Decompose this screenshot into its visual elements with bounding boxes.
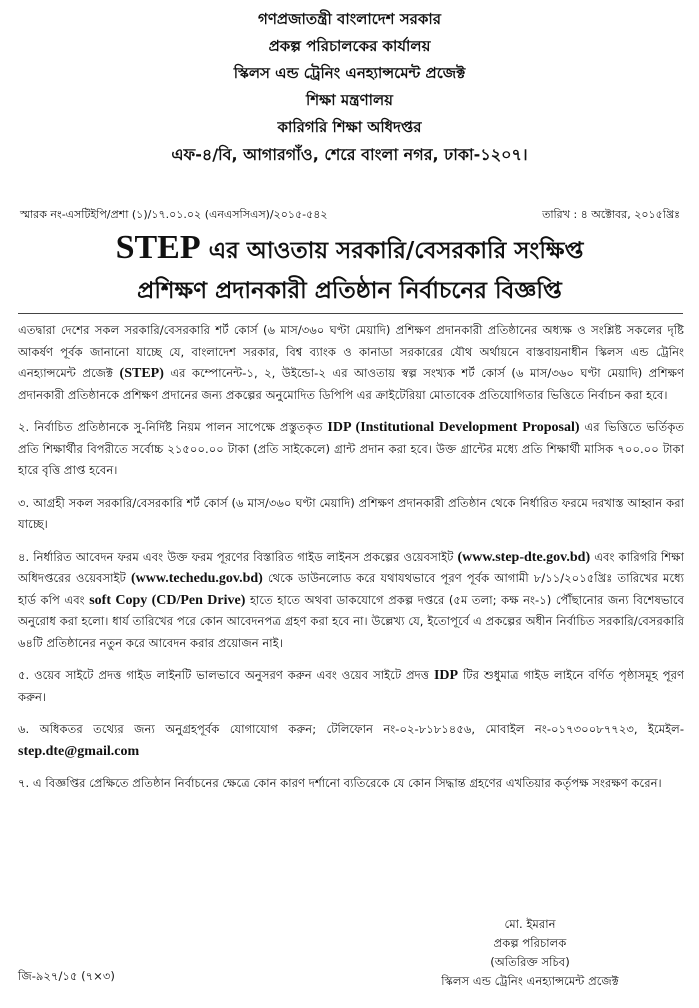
paragraph-5-idp: IDP bbox=[433, 668, 459, 683]
paragraph-5-text-b: টির শুধুমাত্র গাইড লাইনে বর্ণিত পৃষ্ঠাসমূহ পূরণ করুন। bbox=[18, 668, 684, 704]
document-number: জি-৯২৭/১৫ (৭×৩) bbox=[18, 969, 115, 983]
title-line-1 bbox=[0, 228, 699, 271]
title-line-1-rest: এর আওতায় সরকারি/বেসরকারি সংক্ষিপ্ত bbox=[200, 238, 584, 264]
letterhead bbox=[0, 6, 699, 168]
signatory-rank: (অতিরিক্ত সচিব) bbox=[490, 955, 570, 969]
paragraph-6 bbox=[18, 719, 684, 762]
signatory-name: মো. ইমরান bbox=[504, 917, 556, 931]
title-divider bbox=[18, 313, 683, 314]
paragraph-6-text: ৬. অধিকতর তথ্যের জন্য অনুগ্রহপূর্বক যোগাযোগ করুন; টেলিফোন নং-০২-৮১৮১৪৫৬, মোবাইল নং-০১৭৩০০৮৭৭২৩, ইমেইল- bbox=[18, 722, 684, 736]
paragraph-2-idp: IDP (Institutional Development Proposal) bbox=[327, 420, 580, 435]
signatory-designation: প্রকল্প পরিচালক bbox=[493, 936, 567, 950]
project-website-link[interactable]: (www.step-dte.gov.bd) bbox=[457, 549, 591, 565]
notice-title bbox=[0, 228, 699, 311]
signature-block bbox=[380, 915, 680, 991]
paragraph-1-text-b: এর কম্পোনেন্ট-১, ২, উইন্ডো-২ এর আওতায় স্বল্প সংখ্যক শর্ট কোর্স (৬ মাস/৩৬০ ঘণ্টা মেয়াদি) প্রশিক্ষণ প্রদানকারী প্রতিষ্ঠানকে প্রশিক্ষণ প্রদানের জন্য প্রকল্পের অনুমোদিত ডিপিপি এর ক্রাইটেরিয়া মোতাবেক প্রতিযোগিতার ভিত্তিতে নির্বাচন করা হবে। bbox=[18, 366, 684, 402]
paragraph-4-text-c: থেকে ডাউনলোড করে যথাযথভাবে পূরণ পূর্বক আগামী ৮/১১/২০১৫খ্রিঃ তারিখের মধ্যে হার্ড কপি এবং bbox=[18, 571, 684, 607]
memo-reference: স্মারক নং-এসটিইপি/প্রশা (১)/১৭.০১.০২ (এনএসসিএস)/২০১৫-৫৪২ bbox=[20, 208, 328, 221]
paragraph-2 bbox=[18, 417, 684, 482]
title-step: STEP bbox=[115, 229, 201, 266]
govt-name: গণপ্রজাতন্ত্রী বাংলাদেশ সরকার bbox=[258, 10, 441, 28]
paragraph-5 bbox=[18, 665, 684, 708]
paragraph-4 bbox=[18, 547, 684, 655]
title-line-2: প্রশিক্ষণ প্রদানকারী প্রতিষ্ঠান নির্বাচনের বিজ্ঞপ্তি bbox=[137, 278, 562, 304]
paragraph-2-text-a: ২. নির্বাচিত প্রতিষ্ঠানকে সু-নির্দিষ্ট নিয়ম পালন সাপেক্ষে প্রস্তুতকৃত bbox=[18, 420, 328, 434]
paragraph-1-step: (STEP) bbox=[119, 366, 164, 381]
directorate-name: কারিগরি শিক্ষা অধিদপ্তর bbox=[277, 118, 422, 136]
office-address: এফ-৪/বি, আগারগাঁও, শেরে বাংলা নগর, ঢাকা-১২০৭। bbox=[171, 145, 528, 164]
techedu-website-link[interactable]: (www.techedu.gov.bd) bbox=[130, 571, 263, 586]
paragraph-1 bbox=[18, 320, 684, 406]
ministry-name: শিক্ষা মন্ত্রণালয় bbox=[305, 91, 394, 109]
signatory-organization: স্কিলস এন্ড ট্রেনিং এনহ্যান্সমেন্ট প্রজেক্ট bbox=[441, 974, 619, 988]
contact-email-link[interactable]: step.dte@gmail.com bbox=[18, 743, 140, 759]
office-name: প্রকল্প পরিচালকের কার্যালয় bbox=[268, 37, 431, 55]
paragraph-5-text-a: ৫. ওয়েব সাইটে প্রদত্ত গাইড লাইনটি ভালভাবে অনুসরণ করুন এবং ওয়েব সাইটে প্রদত্ত bbox=[18, 668, 434, 682]
paragraph-2-text-b: এর ভিত্তিতে ভর্তিকৃত প্রতি শিক্ষার্থীর বিপরীতে সর্বোচ্চ ২১৫০০.০০ টাকা (প্রতি সাইকেলে) গ্রান্ট প্রদান করা হবে। উক্ত গ্রান্টের মধ্যে প্রতি শিক্ষার্থী মাসিক ৭০০.০০ টাকা হারে বৃত্তি প্রাপ্ত হবেন। bbox=[18, 420, 685, 477]
paragraph-4-soft-copy: soft Copy (CD/Pen Drive) bbox=[89, 592, 246, 608]
project-name: স্কিলস এন্ড ট্রেনিং এনহ্যান্সমেন্ট প্রজেক্ট bbox=[233, 64, 466, 82]
paragraph-4-text-a: ৪. নির্ধারিত আবেদন ফরম এবং উক্ত ফরম পূরণের বিস্তারিত গাইড লাইনস প্রকল্পের ওয়েবসাইট bbox=[18, 549, 458, 564]
memo-date: তারিখ : ৪ অক্টোবর, ২০১৫খ্রিঃ bbox=[542, 208, 680, 221]
paragraph-1-text-a: এতদ্বারা দেশের সকল সরকারি/বেসরকারি শর্ট কোর্স (৬ মাস/৩৬০ ঘণ্টা মেয়াদি) প্রশিক্ষণ প্রদানকারী প্রতিষ্ঠানের অধ্যক্ষ ও সংশ্লিষ্ট সকলের দৃষ্টি আকর্ষণ পূর্বক জানানো যাচ্ছে যে, বাংলাদেশ সরকার, বিশ্ব ব্যাংক ও কানাডা সরকারের যৌথ অর্থায়নে বাস্তবায়নাধীন স্কিলস এন্ড ট্রেনিং এনহ্যান্সমেন্ট প্রজেক্ট bbox=[18, 323, 684, 380]
notice-body bbox=[18, 320, 684, 806]
paragraph-3: ৩. আগ্রহী সকল সরকারি/বেসরকারি শর্ট কোর্স (৬ মাস/৩৬০ ঘণ্টা মেয়াদি) প্রশিক্ষণ প্রদানকারী প্রতিষ্ঠান থেকে নির্ধারিত ফরমে দরখাস্ত আহ্বান করা যাচ্ছে। bbox=[18, 495, 684, 531]
paragraph-4-text-b: এবং কারিগরি শিক্ষা অধিদপ্তরের ওয়েবসাইট bbox=[18, 549, 684, 585]
paragraph-7: ৭. এ বিজ্ঞপ্তির প্রেক্ষিতে প্রতিষ্ঠান নির্বাচনের ক্ষেত্রে কোন কারণ দর্শানো ব্যতিরেকে যে কোন সিদ্ধান্ত গ্রহণের এখতিয়ার কর্তৃপক্ষ সংরক্ষণ করেন। bbox=[18, 776, 662, 790]
paragraph-4-text-d: হাতে হাতে অথবা ডাকযোগে প্রকল্প দপ্তরে (৫ম তলা; কক্ষ নং-১) পৌঁছানোর জন্য বিশেষভাবে অনুরোধ করা হলো। ধার্য তারিখের পরে কোন আবেদনপত্র গ্রহণ করা হবে না। উল্লেখ্য যে, ইতোপূর্বে এ প্রকল্পের অধীন নির্বাচিত সরকারি/বেসরকারি ৬৪টি প্রতিষ্ঠানের নতুন করে আবেদন করার প্রয়োজন নাই। bbox=[18, 592, 684, 650]
